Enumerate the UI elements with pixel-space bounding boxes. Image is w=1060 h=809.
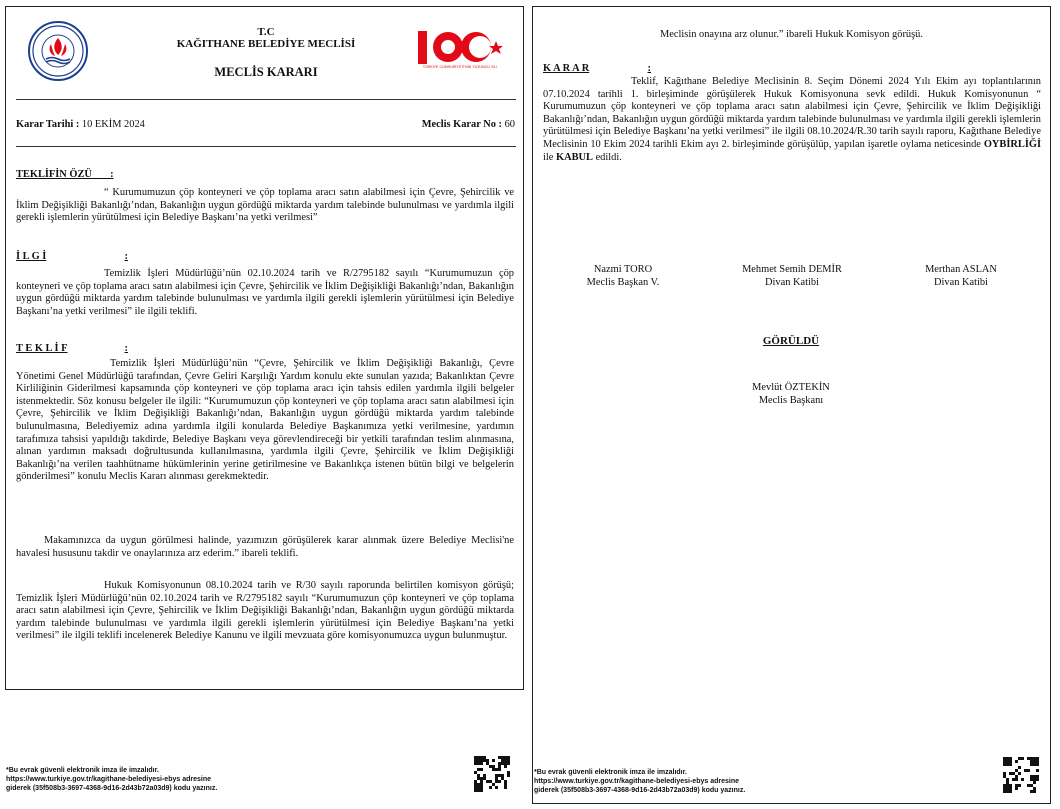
footer-code: giderek (35f508b3-3697-4368-9d16-2d43b72a03d9) kodu yazınız.: [534, 787, 746, 794]
teklif-paragraph-2: Makamınızca da uygun görülmesi halinde, yazımızın görüşülerek karar alınmak üzere Belediye Meclisi'ne havalesi hususunu takdir ve onaylarınıza arz ederim.” ibareli teklifi.: [16, 535, 514, 559]
karar-ile: ile: [543, 151, 554, 163]
footer-link[interactable]: https://www.turkiye.gov.tr/kagithane-belediyesi-ebys adresine: [6, 776, 211, 783]
accepted-label: KABUL: [556, 151, 593, 163]
document-page-1: [5, 6, 524, 690]
karar-text: Teklif, Kağıthane Belediye Meclisinin 8. Seçim Dönemi 2024 Yılı Ekim ayı toplantılarının 07.10.2024 tarihli 1. birleşiminde görüşülerek Hukuk Komisyonuna sevk edildi. Hukuk Komisyonunun “ Kurumumuzun çöp konteyneri ve çöp toplama aracı satın alabilmesi için Çevre, Şehircilik ve İklim Değişikliği Bakanlığı’ndan, Bakanlığın uygun gördüğü miktarda yardım talebinde bulunulması ve yardımla ilgili gerekli işlemlerin yürütülmesi için Belediye Başkanı’na yetki verilmesi” ile ilgili 08.10.2024/R.30 tarih sayılı raporu, Kağıthane Belediye Meclisinin 10 Ekim 2024 tarihli Ekim ayı 2. birleşiminde görüşülüp, yapılan işaretle oylama neticesinde: [543, 76, 1041, 150]
continuation-line: Meclisin onayına arz olunur.” ibareli Hukuk Komisyon görüşü.: [660, 29, 923, 40]
decision-date-label: Karar Tarihi :: [16, 119, 80, 130]
ilgi-colon: :: [124, 251, 128, 262]
mayor-title: Meclis Başkanı: [758, 394, 824, 406]
ilgi-paragraph: Temizlik İşleri Müdürlüğü’nün 02.10.2024 tarih ve R/2795182 sayılı “Kurumumuzun çöp konteyneri ve çöp toplama aracı satın alabilmesi için Çevre, Şehircilik ve İklim Değişikliği Bakanlığı’ndan, Bakanlığın uygun gördüğü miktarda yardım talebinde bulunulması ve yardımla ilgili gerekli işlemlerin yürütülmesi için Belediye Başkanı’na yetki verilmesi” ile ilgili teklifi.: [16, 268, 514, 317]
e-signature-footer-2: [534, 768, 814, 795]
signature-block-2: [722, 264, 862, 289]
signatory-title: Meclis Başkan V.: [586, 276, 660, 288]
document-type-title: MECLİS KARARI: [214, 65, 318, 79]
document-page-2: [532, 6, 1051, 804]
teklif-colon: :: [124, 343, 128, 354]
unanimous-label: OYBİRLİĞİ: [983, 138, 1041, 150]
karar-edildi: edildi.: [595, 151, 622, 163]
meta-divider: [16, 146, 516, 147]
karar-colon: :: [647, 63, 651, 74]
republic-100th-year-icon: [414, 27, 506, 67]
decision-number: [422, 119, 515, 132]
ilgi-heading-text: İ L G İ: [16, 251, 47, 262]
ozu-heading-text: TEKLİFİN ÖZÜ: [16, 169, 92, 180]
centenary-caption: TÜRKİYE CUMHURİYETİ'NİN YÜZÜNCÜ YILI: [422, 65, 498, 69]
e-signature-footer-1: [6, 766, 286, 793]
centenary-logo: [414, 27, 506, 75]
ozu-paragraph: “ Kurumumuzun çöp konteyneri ve çöp toplama aracı satın alabilmesi için Çevre, Şehircilik ve İklim Değişikliği Bakanlığı’ndan, Bakanlığın uygun gördüğü miktarda yardım talebinde bulunulması ve yardımla ilgili gerekli işlemlerin yürütülmesi için Belediye Başkanı’na yetki verilmesi”: [16, 187, 514, 224]
signature-block-3: [891, 264, 1031, 289]
verification-qr-code-1: [474, 756, 510, 792]
footer-line-1: *Bu evrak güvenli elektronik imza ile imzalıdır.: [6, 767, 159, 774]
signatory-title: Divan Katibi: [934, 276, 988, 288]
teklif-heading-text: T E K L İ F: [16, 343, 68, 354]
signatory-name: Nazmi TORO: [593, 264, 653, 275]
kagithane-municipality-logo: [28, 21, 88, 81]
karar-paragraph: [543, 76, 1041, 164]
footer-link[interactable]: https://www.turkiye.gov.tr/kagithane-belediyesi-ebys adresine: [534, 778, 739, 785]
karar-heading-text: K A R A R: [543, 63, 590, 74]
goruldu-heading: GÖRÜLDÜ: [762, 335, 820, 347]
decision-number-label: Meclis Karar No :: [421, 119, 502, 130]
section-heading-ozu: [16, 169, 136, 182]
signatory-name: Merthan ASLAN: [925, 264, 997, 275]
header-tc: T.C: [257, 26, 275, 38]
signatory-title: Divan Katibi: [765, 276, 819, 288]
section-heading-karar: [543, 63, 651, 76]
footer-code: giderek (35f508b3-3697-4368-9d16-2d43b72a03d9) kodu yazınız.: [6, 785, 218, 792]
mayor-signature-block: [691, 382, 891, 407]
section-heading-ilgi: [16, 251, 128, 264]
mayor-name: Mevlüt ÖZTEKİN: [752, 382, 830, 393]
teklif-paragraph-1: Temizlik İşleri Müdürlüğü’nün “Çevre, Şehircilik ve İklim Değişikliği Bakanlığı, Çevre Yönetimi Genel Müdürlüğü tarafından, Çevre Geliri Karşılığı Yardım konulu ekte sunulan yazıda; Bakanlıktan Çevre Kirliliğinin Giderilmesi kapsamında çöp konteyneri ve çöp toplama aracı için tahsis edilen yardımla ilgili belgeler istenmektedir. Söz konusu belgeler ile ilgili: “Kurumumuzun çöp konteyneri ve çöp toplama aracı satın alabilmesi için Çevre, Şehircilik ve İklim Değişikliği Bakanlığı’ndan, Bakanlığın uygun gördüğü miktarda yardım talebinde bulunulmasına, Belediyemiz adına yardımla ilgili konularda Belediye Başkanımıza yetki verilmesine, yardımın tarafımıza tahsisi yapıldığı takdirde, Belediye Başkanı veya görevlendireceği bir yetkili tarafından teslim alınmasına, alınan yardımın maksadı doğrultusunda kullanılmasına, yardımla ilgili Çevre, Şehircilik ve İklim Değişikliği Bakanlığı’na verilen taahhütname hükümlerinin yerine getirilmesine ve Bakanlıkça istenen bütün bilgi ve belgelerin gönderilmesi” konulu Meclis Kararı alınması gerekmektedir.: [16, 358, 514, 483]
section-heading-teklif: [16, 343, 128, 356]
council-name: KAĞITHANE BELEDİYE MECLİSİ: [176, 38, 356, 50]
decision-number-value: 60: [504, 119, 515, 130]
decision-date: [16, 119, 145, 132]
ozu-colon: :: [110, 169, 114, 180]
municipality-emblem-icon: [31, 24, 85, 78]
signature-block-1: [553, 264, 693, 289]
verification-qr-code-2: [1003, 757, 1039, 793]
decision-date-value: 10 EKİM 2024: [81, 119, 145, 130]
footer-line-1: *Bu evrak güvenli elektronik imza ile imzalıdır.: [534, 769, 687, 776]
signatory-name: Mehmet Semih DEMİR: [742, 264, 842, 275]
commission-opinion-paragraph: Hukuk Komisyonunun 08.10.2024 tarih ve R/30 sayılı raporunda belirtilen komisyon görüşü; Temizlik İşleri Müdürlüğü’nün 02.10.2024 tarih ve R/2795182 sayılı “Kurumumuzun çöp konteyneri ve çöp toplama aracı satın alabilmesi için Çevre, Şehircilik ve İklim Değişikliği Bakanlığı’ndan, Bakanlığın uygun gördüğü miktarda yardım talebinde bulunulması ve yardımla ilgili gerekli işlemlerin yürütülmesi için Belediye Başkanı’na yetki verilmesi” ile ilgili teklifi incelenerek Belediye Kanunu ve ilgili mevzuata göre komisyonumuzca uygun bulunmuştur.: [16, 580, 514, 642]
header-divider: [16, 99, 516, 100]
